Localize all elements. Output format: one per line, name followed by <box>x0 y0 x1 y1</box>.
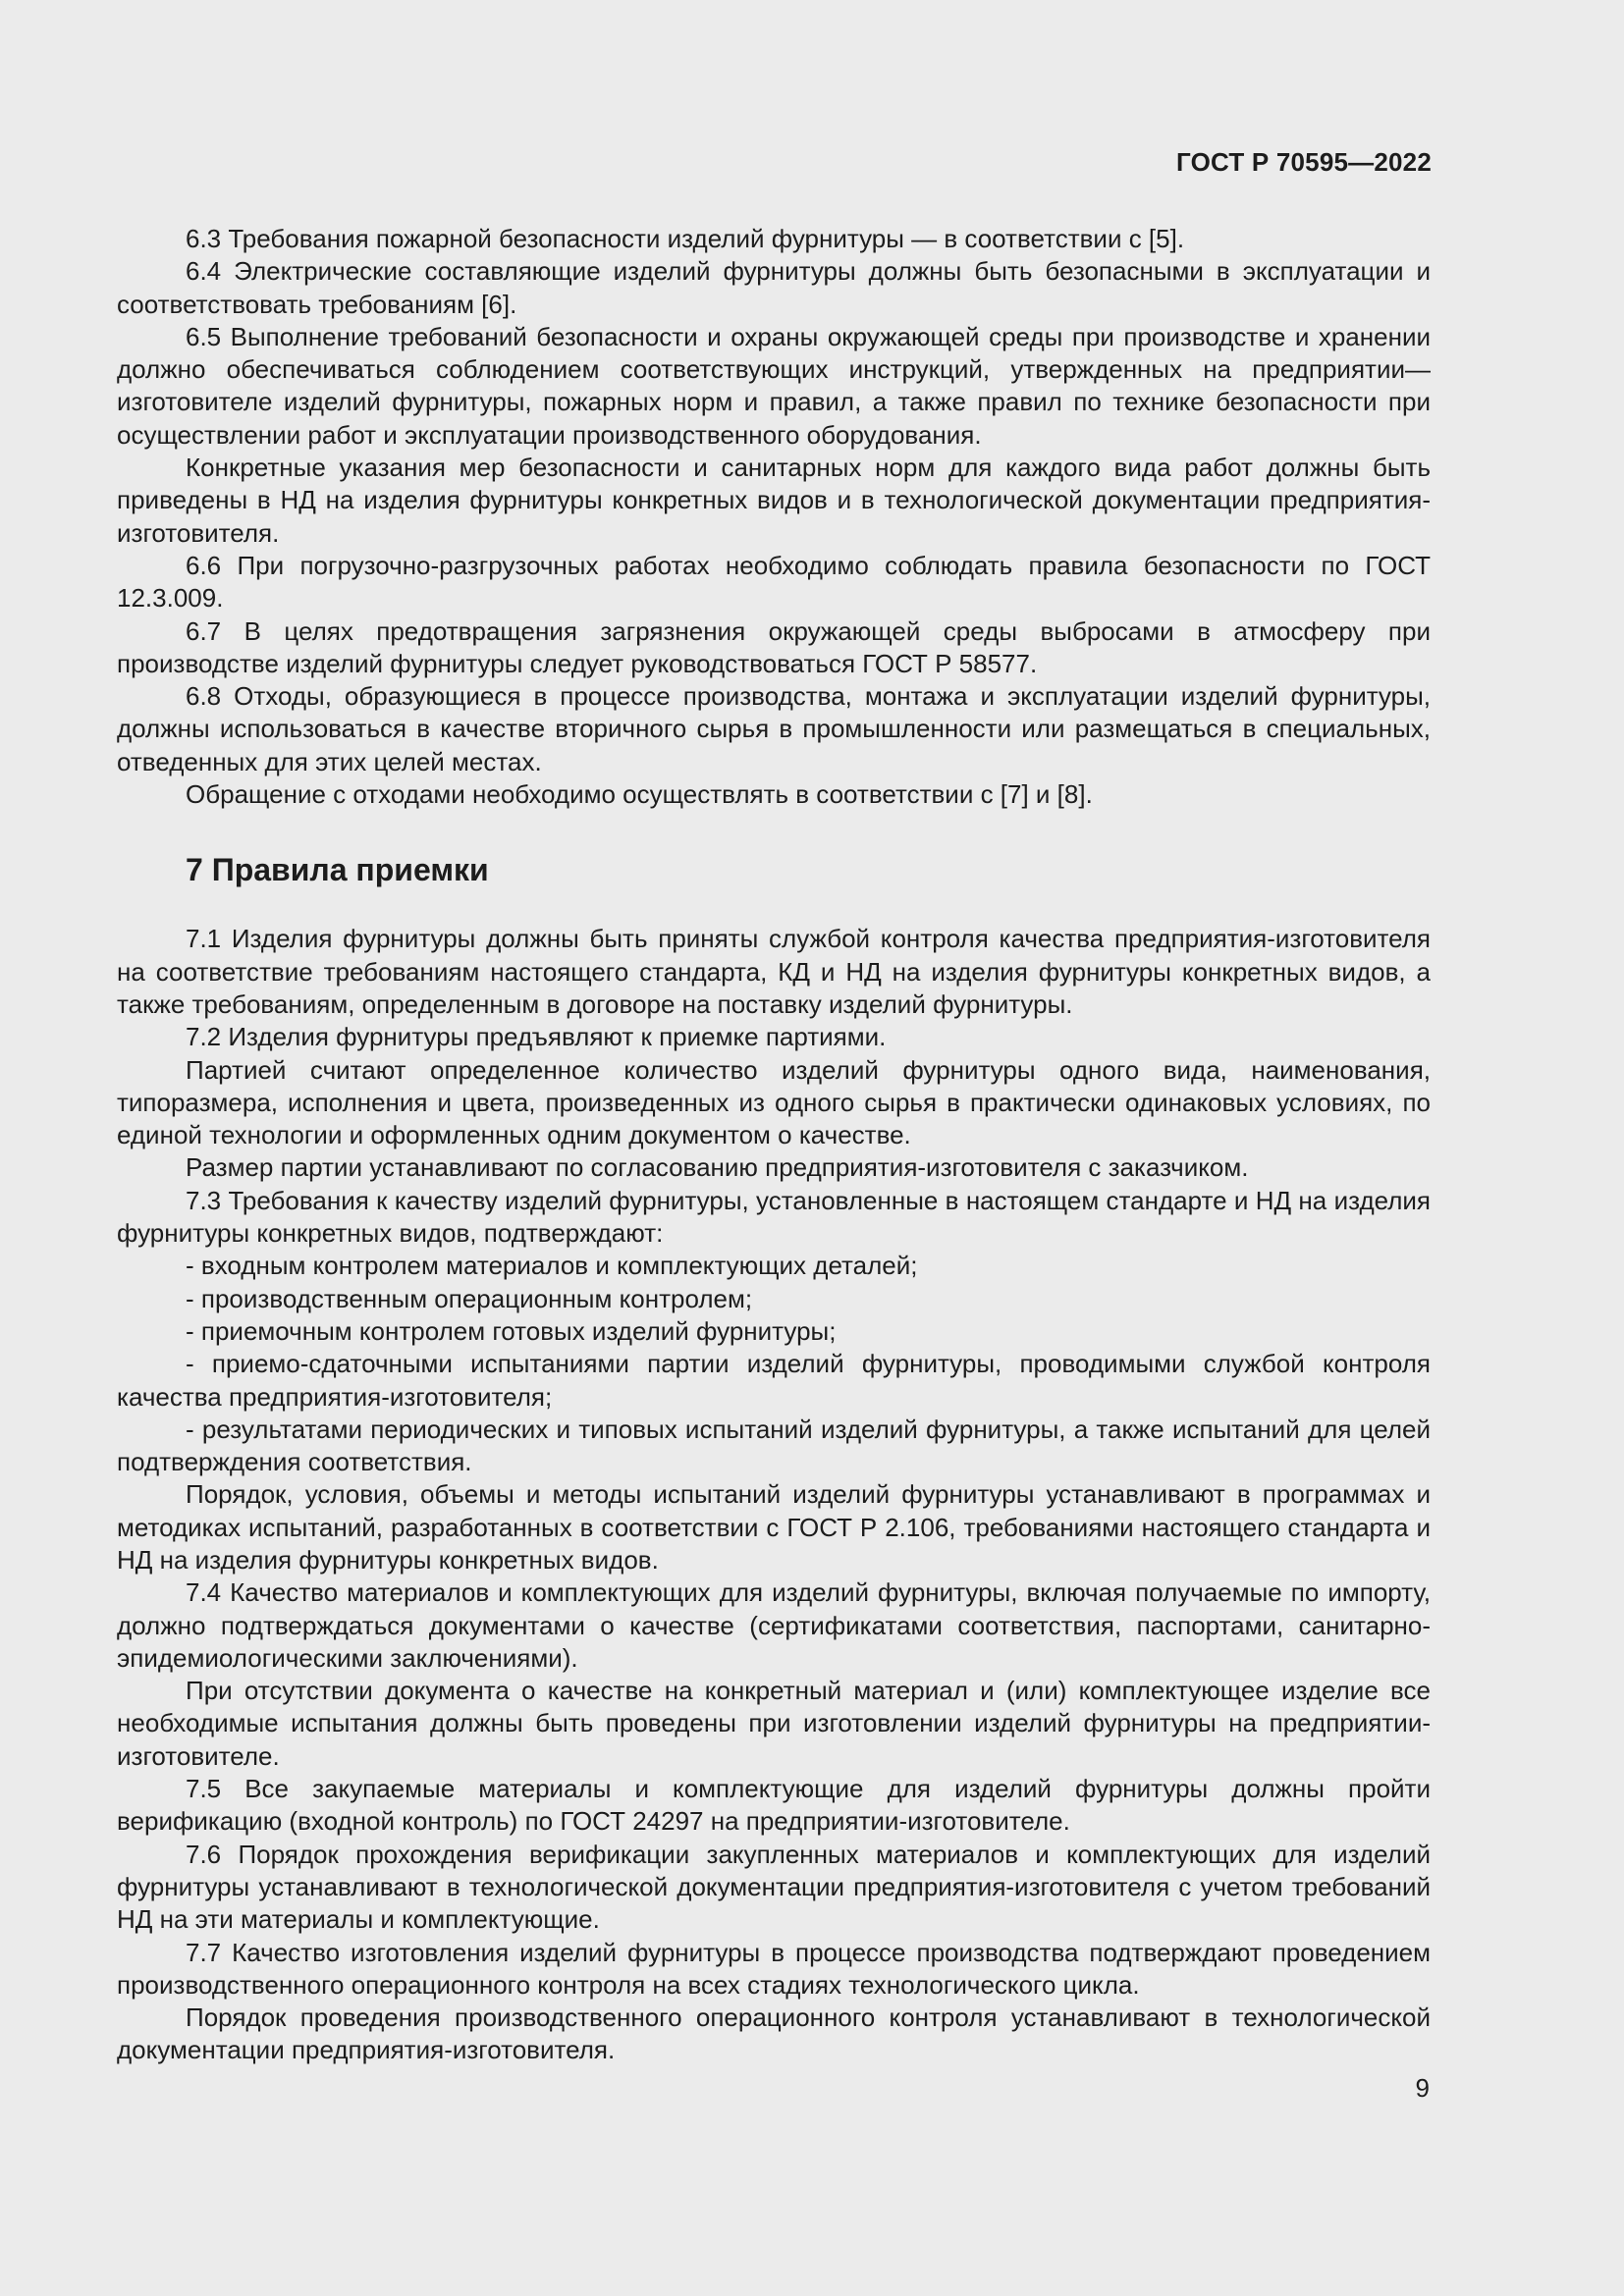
paragraph-7-3: 7.3 Требования к качеству изделий фурнитуры, установленные в настоящем стандарте и НД на изделия фурнитуры конкретных видов, подтверждают: <box>117 1185 1431 1249</box>
paragraph-7-4-missing-document: При отсутствии документа о качестве на конкретный материал и (или) комплектующее изделие все необходимые испытания должны быть проведены при изготовлении изделий фурнитуры на предприятии-изготовителе. <box>117 1676 1431 1771</box>
paragraph-7-3-test-procedure: Порядок, условия, объемы и методы испытаний изделий фурнитуры устанавливают в программах и методиках испытаний, разработанных в соответствии с ГОСТ Р 2.106, требованиями настоящего стандарта и НД на изделия фурнитуры конкретных видов. <box>117 1479 1431 1575</box>
paragraph-7-7: 7.7 Качество изготовления изделий фурнитуры в процессе производства подтверждают проведением производственного операционного контроля на всех стадиях технологического цикла. <box>117 1937 1431 2000</box>
paragraph-7-5: 7.5 Все закупаемые материалы и комплектующие для изделий фурнитуры должны пройти верификацию (входной контроль) по ГОСТ 24297 на предприятии-изготовителе. <box>117 1774 1431 1837</box>
paragraph-7-6: 7.6 Порядок прохождения верификации закупленных материалов и комплектующих для изделий фурнитуры устанавливают в технологической документации предприятия-изготовителя с учетом требований НД на эти материалы и комплектующие. <box>117 1839 1431 1935</box>
paragraph-6-4: 6.4 Электрические составляющие изделий фурнитуры должны быть безопасными в эксплуатации и соответствовать требованиям [6]. <box>117 256 1431 319</box>
document-body <box>117 223 1431 2067</box>
paragraph-7-2: 7.2 Изделия фурнитуры предъявляют к приемке партиями. <box>186 1022 887 1052</box>
paragraph-7-4: 7.4 Качество материалов и комплектующих для изделий фурнитуры, включая получаемые по импорту, должно подтверждаться документами о качестве (сертификатами соответствия, паспортами, санитарно-эпидемиологическими заключениями). <box>117 1577 1431 1673</box>
paragraph-6-7: 6.7 В целях предотвращения загрязнения окружающей среды выбросами в атмосферу при производстве изделий фурнитуры следует руководствоваться ГОСТ Р 58577. <box>117 615 1431 678</box>
page-number: 9 <box>1415 2073 1430 2103</box>
list-item: - входным контролем материалов и комплектующих деталей; <box>186 1251 918 1281</box>
section-7-title: 7 Правила приемки <box>186 852 489 888</box>
paragraph-7-1: 7.1 Изделия фурнитуры должны быть приняты службой контроля качества предприятия-изготовителя на соответствие требованиям настоящего стандарта, КД и НД на изделия фурнитуры конкретных видов, а также требованиям, определенным в договоре на поставку изделий фурнитуры. <box>117 924 1431 1019</box>
paragraph-6-6: 6.6 При погрузочно-разгрузочных работах необходимо соблюдать правила безопасности по ГОСТ 12.3.009. <box>117 550 1431 614</box>
paragraph-6-5-safety-note: Конкретные указания мер безопасности и санитарных норм для каждого вида работ должны быть приведены в НД на изделия фурнитуры конкретных видов и в технологической документации предприятия-изготовителя. <box>117 453 1431 548</box>
paragraph-7-2-batch-size: Размер партии устанавливают по согласованию предприятия-изготовителя с заказчиком. <box>186 1152 1249 1183</box>
paragraph-6-5: 6.5 Выполнение требований безопасности и охраны окружающей среды при производстве и хранении должно обеспечиваться соблюдением соответствующих инструкций, утвержденных на предприятии—изготовителе изделий фурнитуры, пожарных норм и правил, а также правил по технике безопасности при осуществлении работ и эксплуатации производственного оборудования. <box>117 321 1431 450</box>
document-code-header: ГОСТ Р 70595—2022 <box>1176 147 1432 177</box>
list-item: - результатами периодических и типовых испытаний изделий фурнитуры, а также испытаний для целей подтверждения соответствия. <box>117 1414 1431 1477</box>
paragraph-7-7-control-procedure: Порядок проведения производственного операционного контроля устанавливают в технологической документации предприятия-изготовителя. <box>117 2002 1431 2065</box>
paragraph-7-2-batch-definition: Партией считают определенное количество изделий фурнитуры одного вида, наименования, типоразмера, исполнения и цвета, произведенных из одного сырья в практически одинаковых условиях, по единой технологии и оформленных одним документом о качестве. <box>117 1054 1431 1150</box>
list-item: - приемочным контролем готовых изделий фурнитуры; <box>186 1315 837 1346</box>
list-item: - приемо-сдаточными испытаниями партии изделий фурнитуры, проводимыми службой контроля качества предприятия-изготовителя; <box>117 1349 1431 1412</box>
paragraph-6-8-waste-note: Обращение с отходами необходимо осуществлять в соответствии с [7] и [8]. <box>186 779 1093 810</box>
paragraph-6-8: 6.8 Отходы, образующиеся в процессе производства, монтажа и эксплуатации изделий фурнитуры, должны использоваться в качестве вторичного сырья в промышленности или размещаться в специальных, отведенных для этих целей местах. <box>117 681 1431 776</box>
list-item: - производственным операционным контролем; <box>186 1283 753 1313</box>
paragraph-6-3: 6.3 Требования пожарной безопасности изделий фурнитуры — в соответствии с [5]. <box>186 224 1185 253</box>
